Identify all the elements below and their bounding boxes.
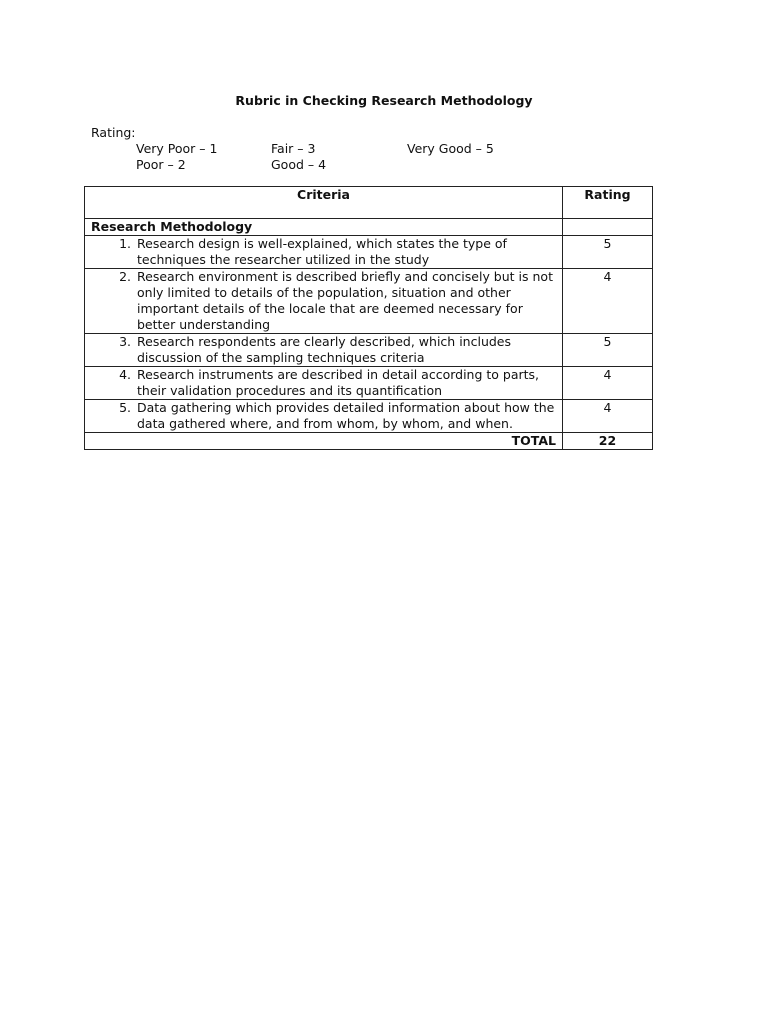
criteria-number: 3. (119, 334, 131, 349)
table-row (85, 236, 653, 269)
table-row (85, 269, 653, 334)
criteria-text: Research instruments are described in detail according to parts, their validation procedures and its quantification (137, 367, 540, 398)
total-label: TOTAL (85, 433, 563, 450)
section-label: Research Methodology (85, 219, 563, 236)
rubric-table (84, 186, 653, 450)
scale-very-good: Very Good – 5 (407, 141, 494, 156)
criteria-text: Data gathering which provides detailed information about how the data gathered where, and from whom, by whom, and when. (137, 400, 555, 431)
criteria-cell (85, 367, 563, 400)
section-row (85, 219, 653, 236)
criteria-number: 5. (119, 400, 131, 415)
criteria-cell (85, 236, 563, 269)
section-rating-cell (563, 219, 653, 236)
criteria-header: Criteria (85, 187, 563, 219)
rating-label: Rating: (91, 125, 136, 140)
rating-cell: 4 (563, 400, 653, 433)
rating-cell: 4 (563, 367, 653, 400)
criteria-cell (85, 269, 563, 334)
scale-very-poor: Very Poor – 1 (136, 141, 218, 156)
rating-header: Rating (563, 187, 653, 219)
scale-fair: Fair – 3 (271, 141, 316, 156)
criteria-text: Research respondents are clearly described, which includes discussion of the sampling techniques criteria (137, 334, 511, 365)
criteria-text: Research design is well-explained, which states the type of techniques the researcher utilized in the study (137, 236, 507, 267)
table-row (85, 334, 653, 367)
document-title: Rubric in Checking Research Methodology (235, 93, 533, 108)
table-row (85, 367, 653, 400)
table-row (85, 400, 653, 433)
scale-poor: Poor – 2 (136, 157, 186, 172)
criteria-cell (85, 334, 563, 367)
criteria-cell (85, 400, 563, 433)
criteria-text: Research environment is described briefly and concisely but is not only limited to details of the population, situation and other important details of the locale that are deemed necessary for better understanding (137, 269, 553, 332)
total-value: 22 (563, 433, 653, 450)
total-row (85, 433, 653, 450)
rating-cell: 5 (563, 236, 653, 269)
criteria-number: 2. (119, 269, 131, 284)
criteria-number: 1. (119, 236, 131, 251)
rating-cell: 5 (563, 334, 653, 367)
table-header-row (85, 187, 653, 219)
scale-good: Good – 4 (271, 157, 327, 172)
rating-cell: 4 (563, 269, 653, 334)
criteria-number: 4. (119, 367, 131, 382)
